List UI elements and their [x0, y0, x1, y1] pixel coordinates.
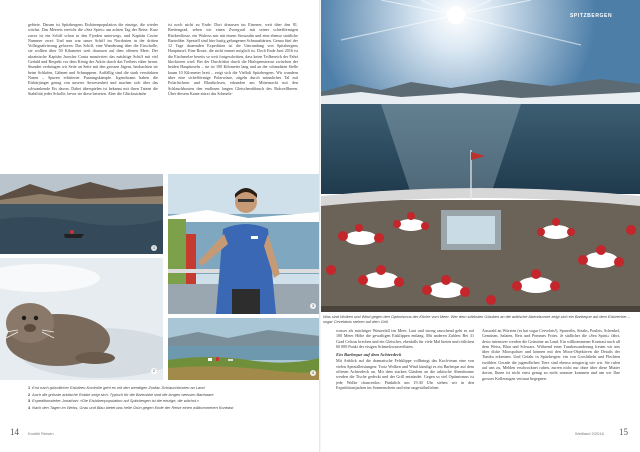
caption-item: 1 Erst nach gründlicher Eisbären-Kontrolle geht es mit den wendigen Zodiac-Schlauchbooten an Land: [28, 385, 205, 390]
right-body-text-1b: Mit Anblick auf die dramatische Felsklippe vollbringt das Koch-team eine von vielen Spezialleistungen: Trotz Wolken und Wind kündigt es ein Barbeque auf dem offenen Achterdeck an. Mit dem starken Glauben an die arktische Abendsonne werden die Tische gedeckt und der Grill entzündet. Gegen so viel Optimismus ist jede Wolke chancenlos: Pünktlich um 19.30 Uhr stehen wir in den Expeditionsjacken im Sonnenschein und eine ungewöhnlichen: [336, 358, 474, 390]
photo-number-3: 3: [311, 303, 315, 308]
right-body-text-1a: wasser als mächtiger Wasserfall ins Meer. Laut und strong rauschend geht es auf 100 Meter Höhe die gewaltigen Eisklippen entlang. Mit anderen Zahlen: Bei 31 Grad Celsius brechen und ein Gletscher, ebenfalls für viele Mal bieten und rötlichen 60 000 Punkt der eisigen Schmelzwasserfluten.: [336, 328, 474, 349]
page-number-left: 14: [10, 427, 19, 437]
main-photo-caption: Was sind Wolken und Wind gegen den Optimismus der Köche vom Meer. Wer dem stärksten Glauben an die arktische Abendsonne zeigt sich ein Barbeque auf dem Eisbrecher – sogar Cevelatsis stehen auf dem Grill.: [323, 314, 630, 324]
left-text-column-2: [168, 22, 298, 172]
caption-item: 4 Nach den Tagen im Weiss, Grau und Blau bietet das helle Grün gegen Ende der Reise einen willkommenen Kontrast: [28, 404, 234, 410]
caption-item: 2 Auch die grösste arktische Robbe zeigt sich: Typisch für die Bartrobbe sind die langen weissen Barthaare: [28, 391, 214, 397]
caption-item: 3 Expeditionsleiter Jonathan: «Die Eisbärenpopulation auf Spitzbergen ist die einzige, die wächst.»: [28, 398, 200, 404]
page-number-right: 15: [619, 427, 628, 437]
photo-number-4: 4: [311, 370, 315, 375]
photo-number-1: 1: [152, 245, 156, 250]
section-heading: Ein Barbeque auf dem Achterdeck: [336, 352, 402, 358]
photo-deck-barbecue: [321, 0, 640, 312]
left-body-text-1: gebiete. Darum ist Spitzbergens Eisbärenpopulation die einzige, die wieder wächst. Das Meereis erreicht die »Sea Spirit« am achten Tag der Reise. Kurz zuvor ist ein Schiff schon in den Fjorden unterwegs, und Kapitän Cruise Nummer zwei: Und nun war unser Schiff im Nordosten in der dritten Vollsignalvierung gefroren. Das Schiff, eine Wanderung über die Eisscholle, sie wollten über 50 Kilometer weit draussen auf dem offenen Meer. Der ukrainische Kapitän Jaroslav Conta manövriert das mächtige Schiff mit viel Geduld und Respekt vor dem König der Arktis durch das Treibeis rüber heran. Stunden verbringen wir Seite an Seite mit den grossen Jägern, beobachten sie beim Schlafen, Gähnen und Schnuppern. Auffällig sind die stark verstärkten Nasen – Spuren erbitterter Paarungskämpfe. Irgendwann haben die Eisbärjünger genug von unserer Anwesenheit und machen sich über das schwankende Eis davon. Dabei überspielen ist bekannt mit ihren Tatzen die Stabilität jeder Scholle, bevor sie diese betreten. Aber die Glücksstränhe: [28, 22, 158, 96]
right-text-column-2: [482, 328, 620, 420]
folio-left: Kontiki Reisen: [28, 431, 54, 436]
section-tag: SPITZBERGEN: [570, 13, 613, 19]
right-body-text-2: Auswahl an Würsten (es hat sogar Cervelats!), Spareribs, Steaks, Poulets, Schenkel, Gemüsen, Salaten, Reis und Pommes Frites. Je südlicher die »Sea Spirit« fährt, desto intensiver werden die Grüntöne an Land. Ein willkommener Kontrast nach all dem Weiss, Blau und Schwarz. Während einer Tundrawanderung freuen wir uns über dicke Moospolster und können mit den Moos-Objektiven die Details der Tundra erkennen. Und Gefahr in Spitzbergen: ein von Groslitheln und Flechten erzählen. Gerade die jugendlichen Tiere sind ebenso neugierig wie wir. Sie rufen auf uns zu, Melden erschrocknet ruhen, zurren nicht nur ohne über diese Mutter davon, Ihnen ist nicht ernst genug zu nicht sommer kommen und um wir Ihre grosses Kolleraugen vertraut begegnen.: [482, 328, 620, 381]
left-body-text-2: ist noch nicht zu Ende: Dort draussen im Eismeer, weit über den 81. Breitengrad, sehen wir einen Zwergwal mit seiner schiefförmigen Rückenflosse, ein Walross mir mit einem Stosszahn und eine ebenso stattliche Bartrobbe. Speziell sind hier lustig gelungenen Schnauzbärten. Genau fünf der 12 Tage dauernden Expedition ist die Umrundung von Spitzbergens Hauptinsel. Eine Route, die nicht immer möglich ist. Doch Ende Juni 2016 ist die Eischmelze bereits so weit fortgeschritten, dass keine Teilbereich der Fahrt blockieren wird. Bei der Durchfahrt durch die Hinlopenstrasse zwischen der beiden Hauptinseln – sie ist 100 Kilometer lang und an der schmalsten Stelle kaum 10 Kilometer breit – zeigt sich die Vielfalt Spitzbergens. Wir wandern über eine sichelförmige Polarwüste, zügeln durch männliches Tal mit Polarfüchsen und Blaufüchsen, erkunden am Mitternacht mit den Schlauchbooten den endlosen langen Gletscherabbruch des Bråsvellbreen. Über diesem Kante stürzt das Schmelz-: [168, 22, 298, 96]
photo-number-2: 2: [152, 368, 156, 373]
photo-expedition-leader: [168, 174, 320, 314]
photo-zodiac-boats: [0, 174, 163, 254]
folio-right: Weltland 2/2016: [575, 431, 604, 436]
left-text-column-1: [28, 22, 158, 172]
photo-green-landscape: [168, 318, 320, 380]
photo-captions-list: [28, 385, 288, 411]
photo-bearded-seal: [0, 258, 163, 380]
right-text-column-1: [336, 328, 474, 420]
